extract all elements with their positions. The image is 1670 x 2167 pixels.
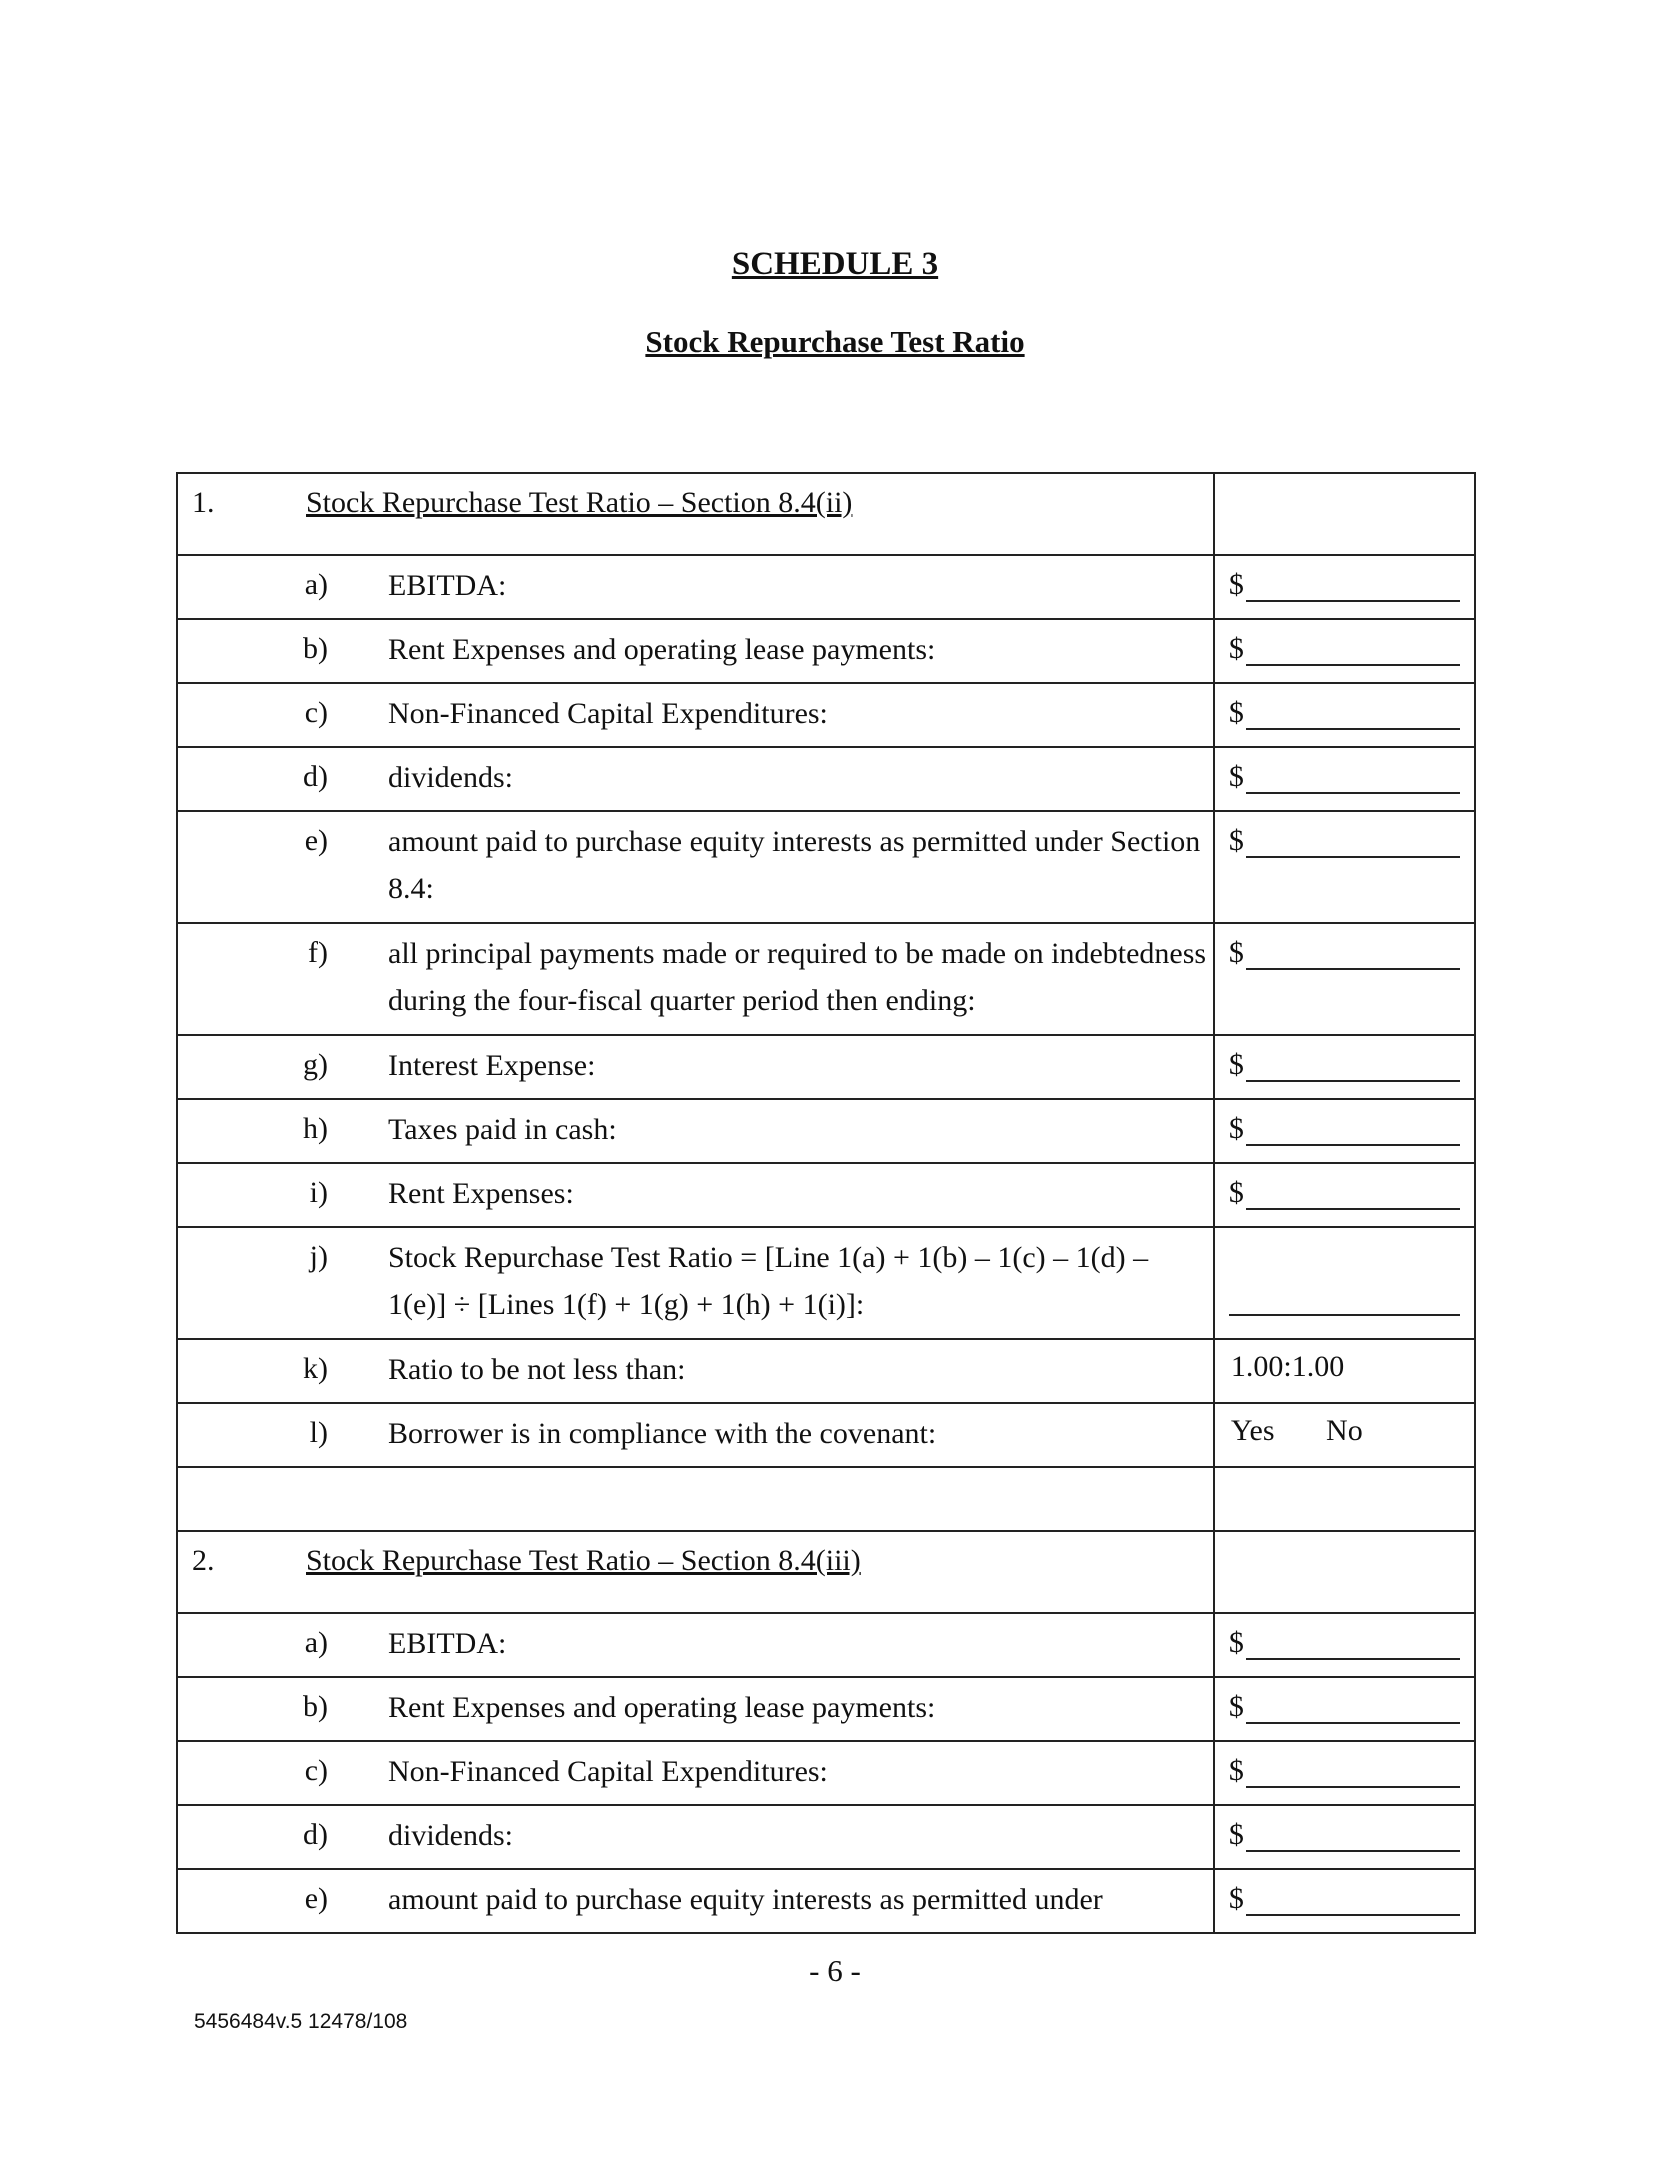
section-title: Stock Repurchase Test Ratio – Section 8.4(iii): [306, 1544, 861, 1577]
amount-blank[interactable]: [1246, 1052, 1460, 1082]
ratio-table: [176, 472, 1476, 1934]
yes-option[interactable]: Yes: [1230, 1414, 1275, 1447]
table-row: [177, 1741, 1475, 1805]
row-letter: c): [304, 1754, 328, 1787]
section-header-row: [177, 473, 1475, 555]
row-letter: j): [309, 1240, 328, 1273]
amount-blank[interactable]: [1246, 700, 1460, 730]
empty-row: [177, 1467, 1475, 1531]
amount-blank[interactable]: [1246, 1758, 1460, 1788]
row-description: Rent Expenses:: [388, 1177, 574, 1210]
page-number: - 6 -: [809, 1953, 861, 1988]
row-letter: e): [304, 824, 328, 857]
table-row: [177, 747, 1475, 811]
dollar-sign: $: [1228, 1882, 1244, 1915]
row-letter: e): [304, 1882, 328, 1915]
row-description: EBITDA:: [388, 569, 507, 602]
section-title: Stock Repurchase Test Ratio – Section 8.4(ii): [306, 486, 853, 519]
amount-blank[interactable]: [1246, 1180, 1460, 1210]
amount-blank[interactable]: [1246, 1886, 1460, 1916]
dollar-sign: $: [1228, 1048, 1244, 1081]
no-option[interactable]: No: [1326, 1414, 1363, 1447]
amount-blank[interactable]: [1246, 764, 1460, 794]
amount-blank[interactable]: [1246, 1630, 1460, 1660]
table-row: [177, 1613, 1475, 1677]
ratio-value: 1.00:1.00: [1230, 1350, 1345, 1383]
table-row: [177, 1035, 1475, 1099]
table-row: [177, 811, 1475, 923]
dollar-sign: $: [1228, 696, 1244, 729]
row-letter: i): [309, 1176, 328, 1209]
row-letter: a): [304, 1626, 328, 1659]
row-description: Non-Financed Capital Expenditures:: [388, 697, 828, 730]
row-description: Stock Repurchase Test Ratio = [Line 1(a) + 1(b) – 1(c) – 1(d) – 1(e)] ÷ [Lines 1(f) + 1(g) + 1(h) + 1(i)]:: [388, 1241, 1149, 1321]
section-number: 1.: [192, 486, 215, 519]
section-header-row: [177, 1531, 1475, 1613]
dollar-sign: $: [1228, 824, 1244, 857]
row-letter: g): [303, 1048, 328, 1081]
table-row: [177, 1339, 1475, 1403]
ratio-blank[interactable]: [1229, 1290, 1460, 1316]
row-description: Rent Expenses and operating lease payments:: [388, 1691, 936, 1724]
dollar-sign: $: [1228, 936, 1244, 969]
row-letter: k): [303, 1352, 328, 1385]
dollar-sign: $: [1228, 568, 1244, 601]
schedule-subtitle: Stock Repurchase Test Ratio: [645, 324, 1025, 359]
dollar-sign: $: [1228, 760, 1244, 793]
row-letter: a): [304, 568, 328, 601]
amount-blank[interactable]: [1246, 1822, 1460, 1852]
row-description: Non-Financed Capital Expenditures:: [388, 1755, 828, 1788]
document-id: 5456484v.5 12478/108: [194, 2010, 408, 2033]
table-row: [177, 1805, 1475, 1869]
row-description: amount paid to purchase equity interests as permitted under: [388, 1883, 1103, 1916]
row-letter: d): [303, 1818, 328, 1851]
table-row: [177, 1403, 1475, 1467]
amount-blank[interactable]: [1246, 940, 1460, 970]
row-letter: h): [303, 1112, 328, 1145]
table-row: [177, 1227, 1475, 1339]
row-description: Ratio to be not less than:: [388, 1353, 686, 1386]
amount-blank[interactable]: [1246, 636, 1460, 666]
amount-blank[interactable]: [1246, 1694, 1460, 1724]
row-description: Taxes paid in cash:: [388, 1113, 617, 1146]
row-letter: l): [309, 1416, 328, 1449]
row-letter: f): [308, 936, 328, 969]
amount-blank[interactable]: [1246, 828, 1460, 858]
schedule-title: SCHEDULE 3: [731, 246, 939, 282]
dollar-sign: $: [1228, 1754, 1244, 1787]
row-description: EBITDA:: [388, 1627, 507, 1660]
table-row: [177, 1677, 1475, 1741]
row-letter: c): [304, 696, 328, 729]
row-description: dividends:: [388, 761, 513, 794]
section-number: 2.: [192, 1544, 215, 1577]
row-description: all principal payments made or required to be made on indebtedness during the four-fiscal quarter period then ending:: [388, 937, 1207, 1017]
row-letter: b): [303, 632, 328, 665]
dollar-sign: $: [1228, 1112, 1244, 1145]
table-row: [177, 619, 1475, 683]
dollar-sign: $: [1228, 1690, 1244, 1723]
table-row: [177, 1869, 1475, 1933]
table-row: [177, 923, 1475, 1035]
table-row: [177, 555, 1475, 619]
dollar-sign: $: [1228, 1626, 1244, 1659]
table-row: [177, 1163, 1475, 1227]
row-description: Rent Expenses and operating lease payments:: [388, 633, 936, 666]
amount-blank[interactable]: [1246, 1116, 1460, 1146]
dollar-sign: $: [1228, 1176, 1244, 1209]
row-letter: b): [303, 1690, 328, 1723]
table-row: [177, 1099, 1475, 1163]
row-description: dividends:: [388, 1819, 513, 1852]
amount-blank[interactable]: [1246, 572, 1460, 602]
dollar-sign: $: [1228, 1818, 1244, 1851]
row-description: Interest Expense:: [388, 1049, 596, 1082]
dollar-sign: $: [1228, 632, 1244, 665]
table-row: [177, 683, 1475, 747]
row-description: Borrower is in compliance with the covenant:: [388, 1417, 937, 1450]
row-description: amount paid to purchase equity interests as permitted under Section 8.4:: [388, 825, 1201, 905]
row-letter: d): [303, 760, 328, 793]
